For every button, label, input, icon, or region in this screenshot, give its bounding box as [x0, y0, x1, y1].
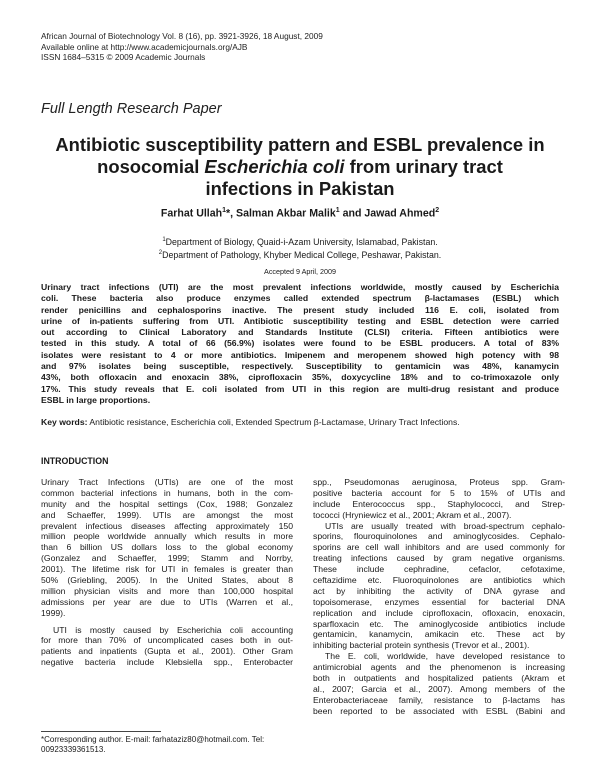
- keywords-text: Antibiotic resistance, Escherichia coli, Extended Spectrum β-Lactamase, Urinary Tract Infections.: [87, 417, 460, 427]
- body-text-line: Urinary Tract Infections (UTIs) are one of the most: [41, 477, 293, 487]
- body-text-line: prevalent infectious diseases affecting approximately 150: [41, 520, 293, 531]
- abstract-line: 43%, both ofloxacin and enoxacin 38%, ciprofloxacin 35%, doxycycline 18% and to co-trimoxazole only: [41, 372, 559, 383]
- author-name: Jawad Ahmed: [364, 207, 436, 220]
- title-line-3: infections in Pakistan: [205, 178, 395, 199]
- abstract-line: isolates were resistant to 4 or more antibiotics. Imipenem and meropenem showed high potency with 98: [41, 349, 559, 360]
- affiliation-1: $^1$Department of Biology, Quaid-i-Azam University, Islamabad, Pakistan.: [162, 236, 438, 247]
- abstract: [41, 282, 559, 406]
- author-name: Salman Akbar Malik: [236, 207, 336, 220]
- body-text-line: treating infections caused by gram negative organisms.: [313, 553, 565, 564]
- footnote: [41, 735, 293, 755]
- body-text-line: common bacterial infections in humans, both in the com-: [41, 487, 293, 498]
- title-line-1: Antibiotic susceptibility pattern and ESBL prevalence in: [55, 134, 545, 155]
- affiliation-2: $^2$Department of Pathology, Khyber Medical College, Peshawar, Pakistan.: [158, 250, 442, 261]
- body-text-line: replication and include ciprofloxacin, ofloxacin, enoxacin,: [313, 607, 565, 618]
- body-text-line: topoisomerase, enzymes essential for bacterial DNA: [313, 596, 565, 607]
- abstract-line: and 97% isolates being susceptible, respectively. Susceptibility to gentamicin was 48%, kanamycin: [41, 361, 559, 372]
- body-text-line: both in outpatients and hospitalized patients (Akram et: [313, 673, 565, 684]
- title-line-2: nosocomial Escherichia coli from urinary tract: [97, 156, 503, 177]
- footnote-line: 00923339361513.: [41, 745, 106, 755]
- body-text-line: been reported to be associated with ESBL (Babini and: [313, 705, 565, 716]
- affiliations: [0, 235, 600, 262]
- footnote-divider: [41, 731, 161, 732]
- body-text-line: These include cephradine, cefaclor, cefotaxime,: [313, 564, 565, 575]
- keywords: [41, 417, 571, 427]
- body-text-line: The E. coli, worldwide, have developed resistance to: [325, 651, 565, 662]
- body-text-line: sporins, flouroquinolones and aminoglycosides. Cephalo-: [313, 531, 565, 542]
- body-text-line: patients and inpatients (Gupta et al., 2001). Other Gram: [41, 646, 293, 657]
- body-column-right: [313, 477, 565, 717]
- abstract-line: render penicillins and cephalosporins inactive. The present study included 116 E. coli, isolated from: [41, 304, 559, 315]
- paper-type-label: Full Length Research Paper: [41, 101, 222, 117]
- body-text-line: tococci (Hryniewicz et al., 2001; Akram et al., 2007).: [313, 509, 512, 520]
- body-column-left: [41, 477, 293, 668]
- body-text-line: million physician visits and more than 100,000 hospital: [41, 585, 293, 596]
- body-text-line: sparfloxacin etc. The aminoglycoside antibiotics include: [313, 618, 565, 629]
- footnote-line: *Corresponding author. E-mail: farhataziz80@hotmail.com. Tel:: [41, 735, 265, 744]
- body-text-line: spp., Pseudomonas aeruginosa, Proteus spp. Gram-: [313, 477, 565, 487]
- abstract-line: out according to Clinical Laboratory and Standards Institute (CLSI) criteria. Fifteen antibiotics were: [41, 327, 559, 338]
- paper-title: [30, 134, 570, 200]
- journal-citation: African Journal of Biotechnology Vol. 8 (16), pp. 3921-3926, 18 August, 2009: [41, 31, 323, 41]
- body-text-line: and Schaeffer, 1999). UTIs are amongst the most: [41, 509, 293, 520]
- body-text-line: gentamicin, kanamycin, amikacin etc. These act by: [313, 629, 565, 640]
- section-heading-introduction: INTRODUCTION: [41, 456, 109, 466]
- body-text-line: Enterobacteriaceae family, resistance to β-lactams has: [313, 694, 565, 705]
- abstract-line: tested in this study. A total of 66 (56.9%) isolates were found to be ESBL producers. A total of 83%: [41, 338, 559, 349]
- body-text-line: 1999).: [41, 607, 66, 618]
- body-text-line: million people worldwide annually which results in more: [41, 531, 293, 542]
- body-text-line: negative bacteria include Klebsiella spp., Enterobacter: [41, 657, 293, 668]
- abstract-line: urine of in-patients suffering from UTI. Antibiotic susceptibility testing and ESBL detection were carried: [41, 315, 559, 326]
- body-text-line: sporins are cell wall inhibitors and are used commonly for: [313, 542, 565, 553]
- body-text-line: (Gonzalez and Schaeffer, 1999; Stamm and Norrby,: [41, 553, 293, 564]
- body-text-line: include Enterococcus spp., Staphylococci, and Strep-: [313, 498, 565, 509]
- body-text-line: al., 2007; Garcia et al., 2007). Among members of the: [313, 683, 565, 694]
- body-text-line: munity and the hospital settings (Cox, 1988; Gonzalez: [41, 498, 293, 509]
- author-list: Farhat Ullah$^1$*, Salman Akbar Malik$^1$ and Jawad Ahmed$^2$: [160, 207, 440, 220]
- body-text-line: UTIs are usually treated with broad-spectrum cephalo-: [325, 520, 565, 531]
- journal-header: [41, 31, 323, 63]
- journal-issn: ISSN 1684–5315 © 2009 Academic Journals: [41, 52, 206, 62]
- body-text-line: for more than 70% of uncomplicated cases both in out-: [41, 635, 293, 646]
- abstract-line: Urinary tract infections (UTI) are the most prevalent infections worldwide, mostly caused by Escherichia: [41, 282, 559, 292]
- body-text-line: 2001). The lifetime risk for UTI in females is greater than: [41, 564, 293, 575]
- journal-availability[interactable]: Available online at http://www.academicjournals.org/AJB: [41, 41, 248, 52]
- body-text-line: antimicrobial agents and the phenomenon is increasing: [313, 662, 565, 673]
- body-text-line: inhibiting bacterial protein synthesis (Trevor et al., 2001).: [313, 640, 530, 651]
- abstract-line: ESBL in large proportions.: [41, 394, 151, 405]
- title-species: Escherichia coli: [204, 156, 345, 177]
- body-text-line: UTI is mostly caused by Escherichia coli accounting: [53, 624, 293, 635]
- abstract-line: 17%. This study reveals that E. coli isolated from UTI in this region are multi-drug resistant and produce: [41, 383, 559, 394]
- accepted-date: Accepted 9 April, 2009: [264, 267, 336, 276]
- body-text-line: act by inhibiting the activity of DNA gyrase and: [313, 585, 565, 596]
- body-text-line: than 6 billion US dollars loss to the global economy: [41, 542, 293, 553]
- body-text-line: admissions per year are due to UTIs (Warren et al.,: [41, 596, 293, 607]
- keywords-label: Key words:: [41, 417, 88, 427]
- body-text-line: positive bacteria account for 5 to 15% of UTIs and: [313, 487, 565, 498]
- body-text-line: ceftazidime etc. Fluoroquinolones are antibiotics which: [313, 575, 565, 586]
- body-text-line: 50% (Griebling, 2005). In the United States, about 8: [41, 575, 293, 586]
- abstract-line: coli. These bacteria also produce enzymes called extended spectrum β-lactamases (ESBL) which: [41, 293, 559, 304]
- author-name: Farhat Ullah: [160, 207, 223, 220]
